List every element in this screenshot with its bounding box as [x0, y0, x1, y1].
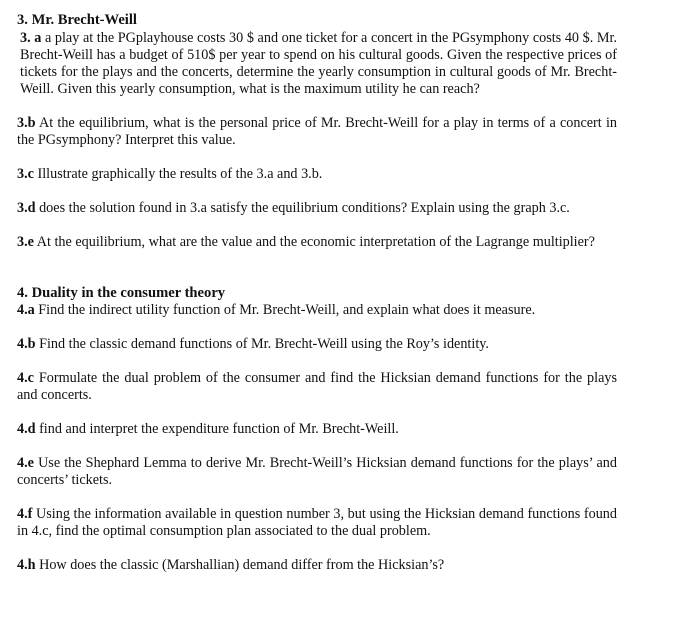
question-4h-label: 4.h — [17, 557, 36, 573]
question-3d-label: 3.d — [17, 200, 36, 216]
question-4c-text: Formulate the dual problem of the consumer and find the Hicksian demand functions for the plays and concerts. — [17, 370, 617, 403]
question-3d-text: does the solution found in 3.a satisfy the equilibrium conditions? Explain using the graph 3.c. — [35, 200, 570, 216]
question-3b-text: At the equilibrium, what is the personal price of Mr. Brecht-Weill for a play in terms of a concert in the PGsymphony? Interpret this value. — [17, 115, 617, 148]
question-3d — [17, 200, 617, 217]
question-4h — [17, 557, 617, 574]
question-4e-text: Use the Shephard Lemma to derive Mr. Brecht-Weill’s Hicksian demand functions for the plays’ and concerts’ tickets. — [17, 455, 617, 488]
question-4d-text: find and interpret the expenditure function of Mr. Brecht-Weill. — [35, 421, 399, 437]
question-3c — [17, 166, 617, 183]
question-4c-label: 4.c — [17, 370, 34, 386]
question-4a — [17, 302, 617, 319]
question-3e-text: At the equilibrium, what are the value and the economic interpretation of the Lagrange multiplier? — [33, 234, 595, 250]
question-4f-label: 4.f — [17, 506, 33, 522]
question-3e-label: 3.e — [17, 234, 34, 250]
question-3b-label: 3.b — [17, 115, 36, 131]
question-3a-text: a play at the PGplayhouse costs 30 $ and one ticket for a concert in the PGsymphony costs 40 $. Mr. Brecht-Weill has a budget of 510$ per year to spend on his cultural goods. Given the respective prices of tickets for the plays and the concerts, determine the yearly consumption in cultural goods of Mr. Brecht-Weill. Given this yearly consumption, what is the maximum utility he can reach? — [20, 30, 617, 97]
question-4a-text: Find the indirect utility function of Mr. Brecht-Weill, and explain what does it measure. — [34, 302, 536, 318]
question-4f-text: Using the information available in question number 3, but using the Hicksian demand functions found in 4.c, find the optimal consumption plan associated to the dual problem. — [17, 506, 617, 539]
question-4b-label: 4.b — [17, 336, 36, 352]
document-page — [17, 12, 617, 574]
question-4c — [17, 370, 617, 404]
question-3c-text: Illustrate graphically the results of the 3.a and 3.b. — [33, 166, 323, 182]
question-4e-label: 4.e — [17, 455, 34, 471]
question-3a-label: 3. a — [20, 30, 42, 46]
question-3c-label: 3.c — [17, 166, 34, 182]
question-4a-label: 4.a — [17, 302, 35, 318]
question-4d — [17, 421, 617, 438]
question-4b-text: Find the classic demand functions of Mr. Brecht-Weill using the Roy’s identity. — [35, 336, 489, 352]
question-3e — [17, 234, 617, 251]
question-4d-label: 4.d — [17, 421, 36, 437]
question-4e — [17, 455, 617, 489]
question-4b — [17, 336, 617, 353]
question-3b — [17, 115, 617, 149]
question-4f — [17, 506, 617, 540]
question-3a — [17, 30, 617, 98]
section-4-title: 4. Duality in the consumer theory — [17, 285, 226, 301]
section-3-title: 3. Mr. Brecht-Weill — [17, 12, 137, 28]
question-4h-text: How does the classic (Marshallian) demand differ from the Hicksian’s? — [35, 557, 445, 573]
